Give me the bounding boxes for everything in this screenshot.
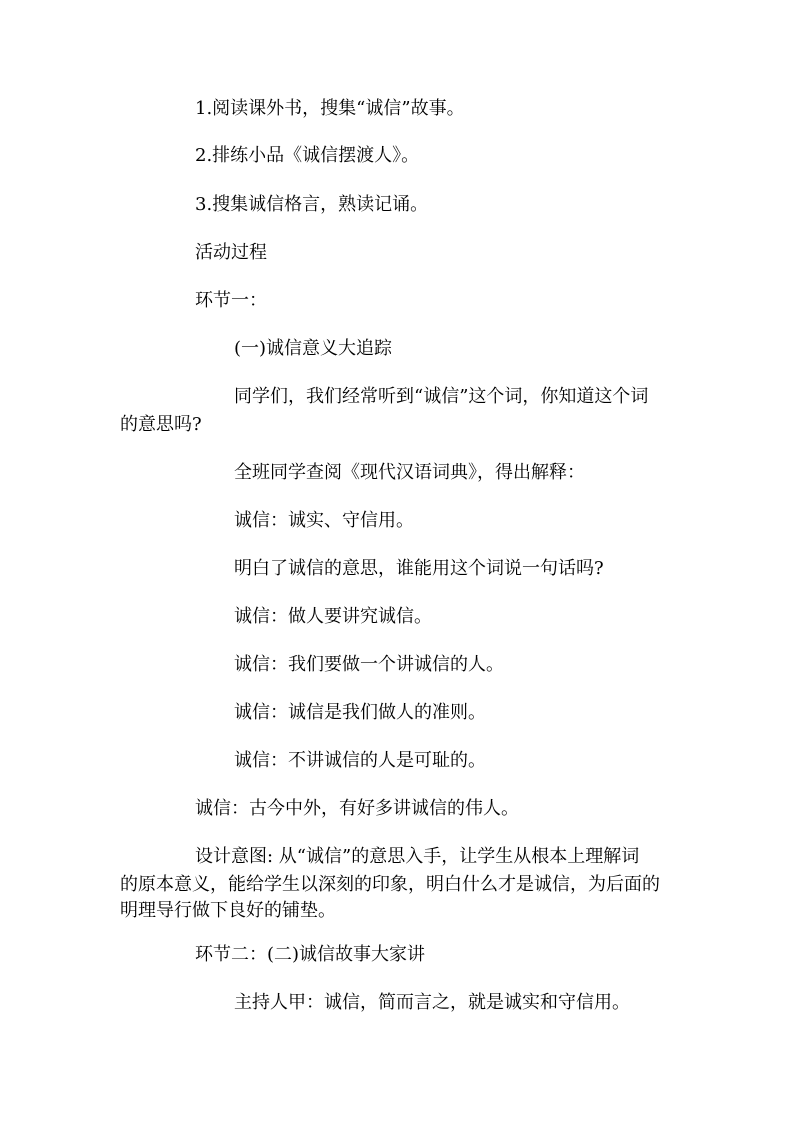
paragraph-dictionary-lookup: 全班同学查阅《现代汉语词典》，得出解释：	[234, 462, 585, 483]
example-sentence-4: 诚信：不讲诚信的人是可耻的。	[234, 750, 486, 771]
section-heading-step-two: 环节二：(二)诚信故事大家讲	[195, 944, 426, 965]
paragraph-definition: 诚信：诚实、守信用。	[234, 510, 414, 531]
paragraph-make-sentence: 明白了诚信的意思，谁能用这个词说一句话吗?	[234, 558, 604, 579]
paragraph-question-line-1: 同学们，我们经常听到“诚信”这个词，你知道这个词	[234, 386, 649, 407]
paragraph-question-line-2: 的意思吗?	[120, 414, 202, 435]
example-sentence-3: 诚信：诚信是我们做人的准则。	[234, 702, 486, 723]
section-heading-activity-process: 活动过程	[195, 242, 267, 263]
design-intent-line-2: 的原本意义，能给学生以深刻的印象，明白什么才是诚信，为后面的	[120, 874, 660, 895]
design-intent-line-1: 设计意图: 从“诚信”的意思入手，让学生从根本上理解词	[195, 846, 640, 867]
example-sentence-2: 诚信：我们要做一个讲诚信的人。	[234, 654, 504, 675]
example-sentence-5: 诚信：古今中外，有好多讲诚信的伟人。	[195, 798, 519, 819]
design-intent-line-3: 明理导行做下良好的铺垫。	[120, 900, 336, 921]
paragraph-rehearse-skit: 2.排练小品《诚信摆渡人》。	[195, 145, 420, 166]
example-sentence-1: 诚信：做人要讲究诚信。	[234, 606, 432, 627]
paragraph-host-a: 主持人甲：诚信，简而言之，就是诚实和守信用。	[234, 992, 630, 1013]
subheading-meaning-tracking: (一)诚信意义大追踪	[234, 338, 393, 359]
section-heading-step-one: 环节一：	[195, 290, 267, 311]
paragraph-collect-mottos: 3.搜集诚信格言，熟读记诵。	[195, 194, 429, 215]
paragraph-reading-books: 1.阅读课外书，搜集“诚信”故事。	[195, 98, 465, 119]
